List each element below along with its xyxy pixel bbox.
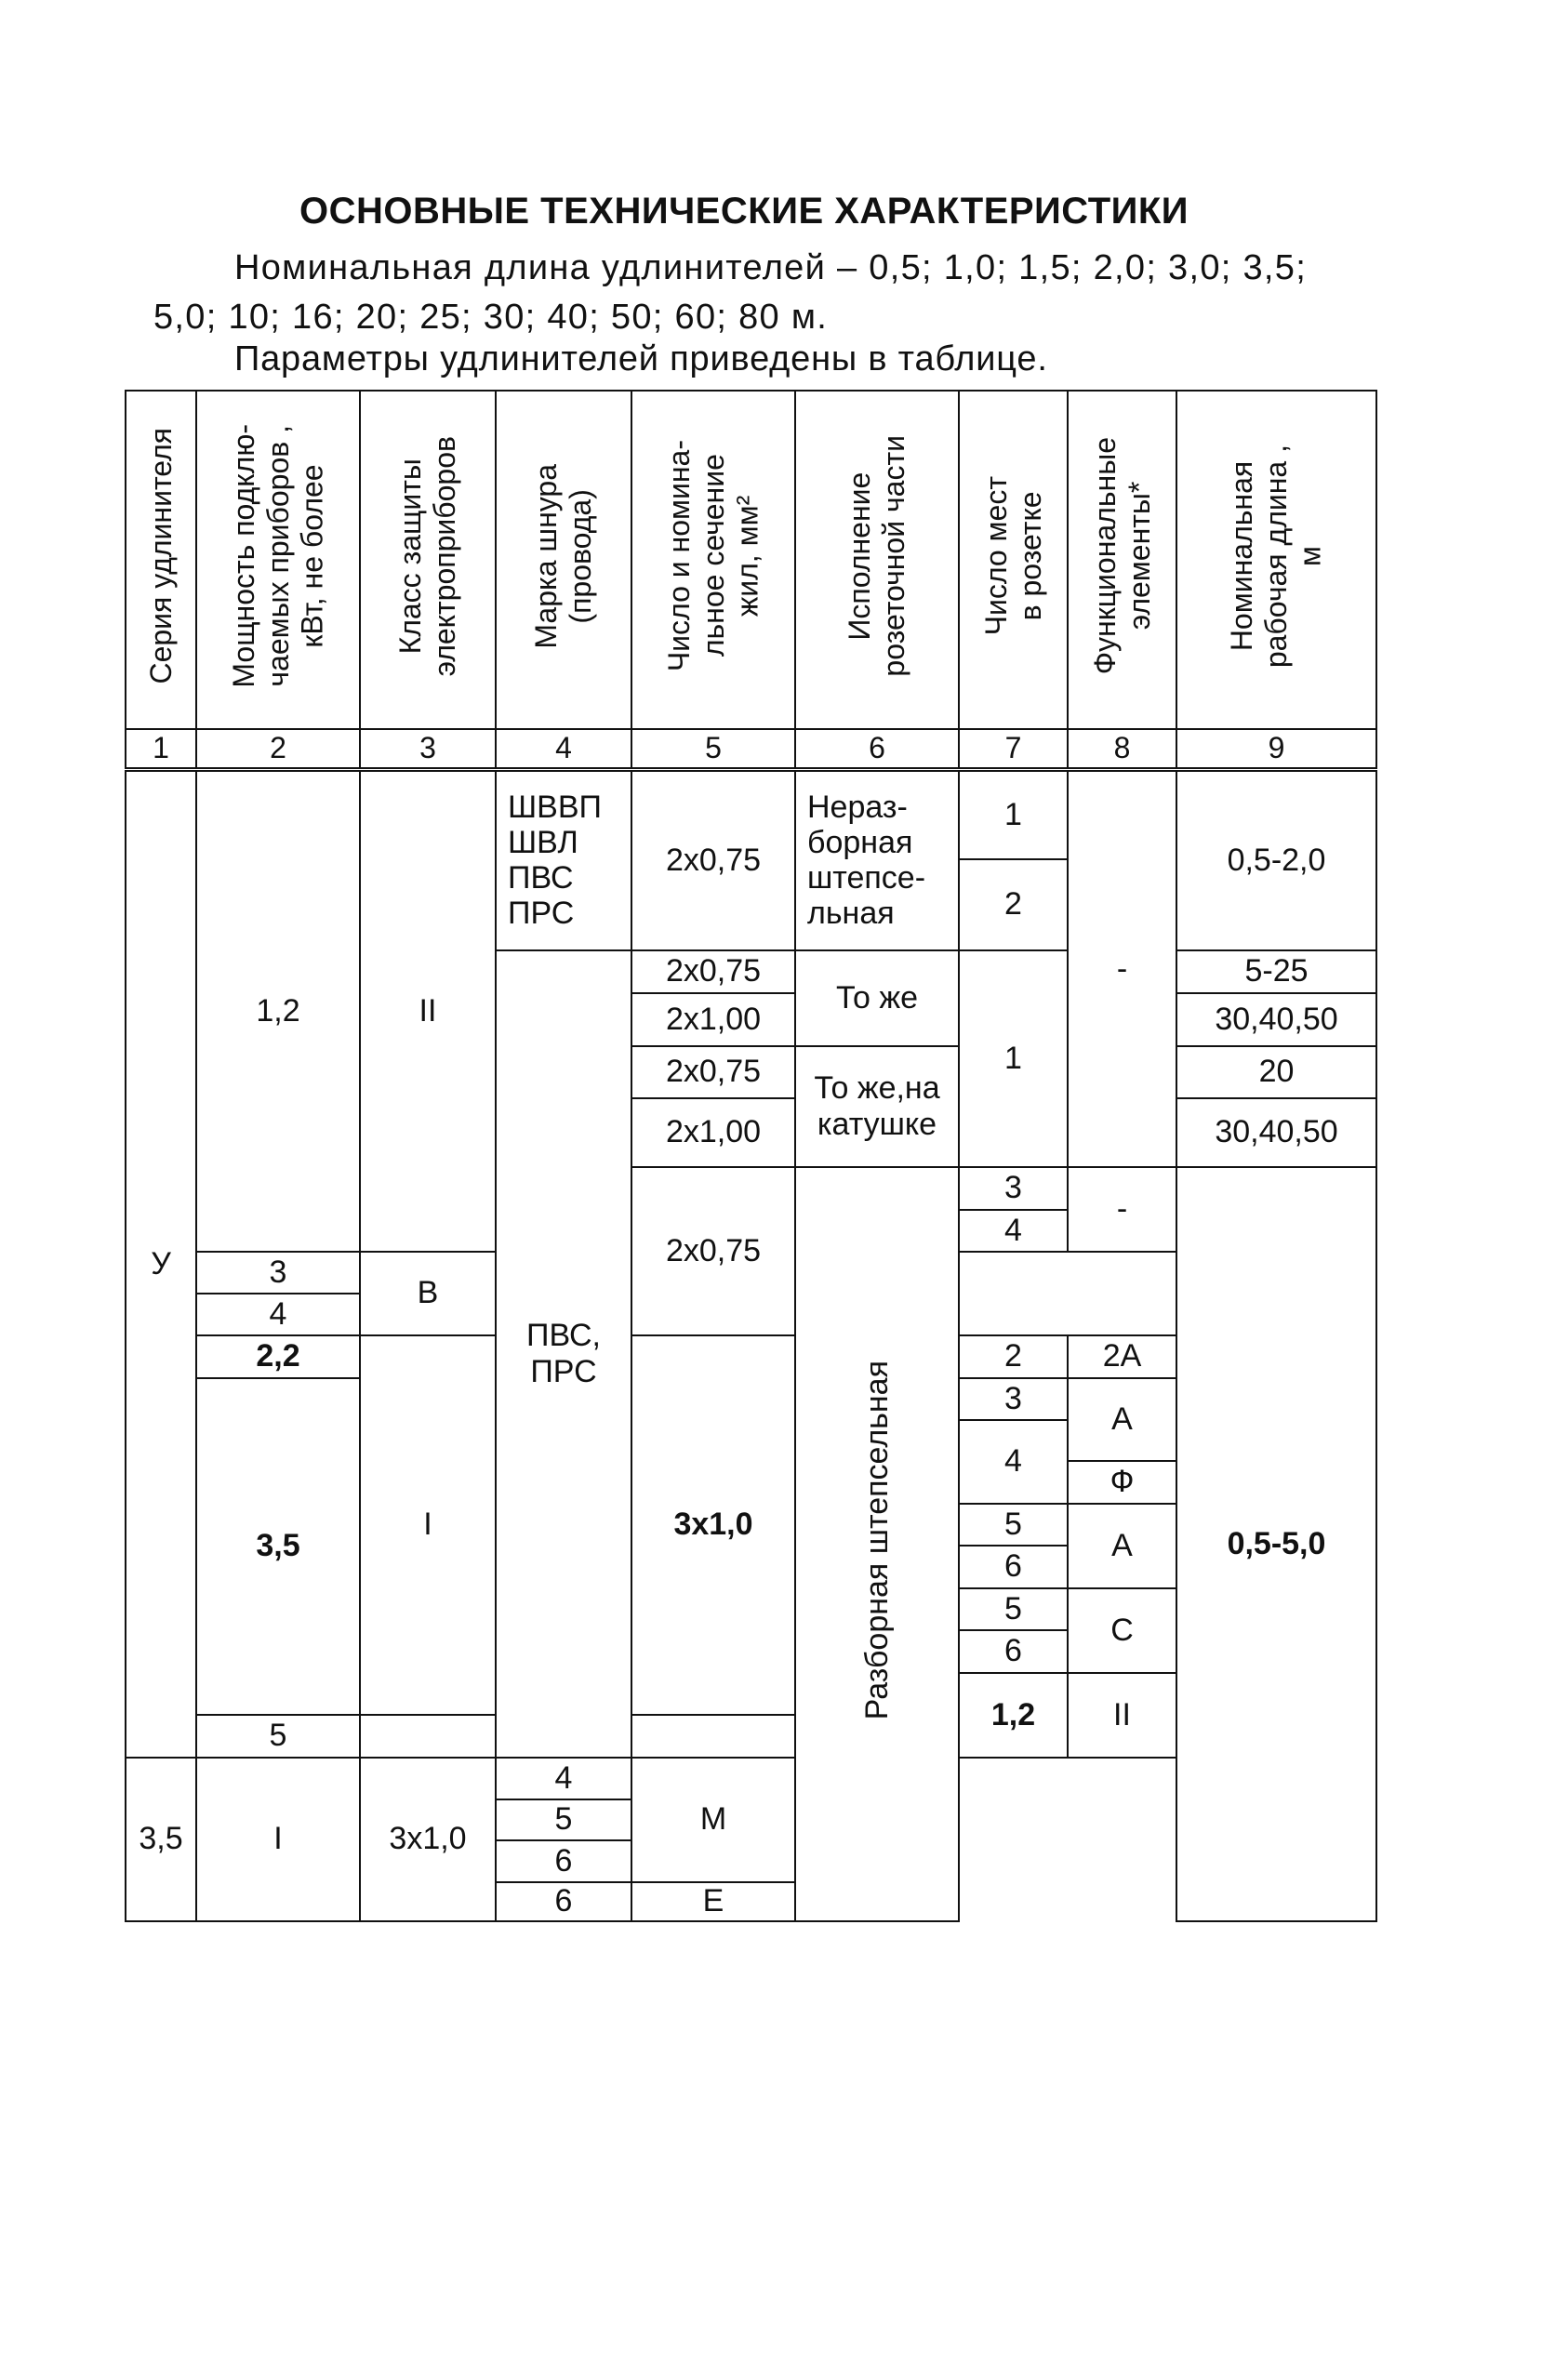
- power-cell: 3,5: [196, 1378, 360, 1715]
- function-cell: С: [1068, 1588, 1176, 1673]
- column-number: 9: [1176, 729, 1376, 770]
- execution-cell: То же,на катушке: [795, 1046, 959, 1167]
- places-cell: 2: [959, 859, 1068, 950]
- function-cell: М: [631, 1758, 795, 1882]
- brand-cell: ПВС, ПРС: [496, 950, 631, 1758]
- length-cell: 0,5-5,0: [1176, 1167, 1376, 1921]
- section-cell: 2х1,00: [631, 1098, 795, 1167]
- section-cell: 2х0,75: [631, 950, 795, 993]
- header-cross-section: Число и номина- льное сечение жил, мм²: [631, 391, 795, 729]
- column-number: 5: [631, 729, 795, 770]
- places-cell: 1: [959, 770, 1068, 859]
- section-cell: 3х1,0: [360, 1758, 496, 1921]
- header-series: Серия удлинителя: [126, 391, 196, 729]
- header-cord-brand: Марка шнура (провода): [496, 391, 631, 729]
- places-cell: 6: [959, 1546, 1068, 1588]
- places-cell: 4: [959, 1420, 1068, 1504]
- execution-cell: То же: [795, 950, 959, 1046]
- places-cell: 3: [959, 1378, 1068, 1420]
- length-cell: 30,40,50: [1176, 1098, 1376, 1167]
- execution-cell: Разборная штепсельная: [795, 1167, 959, 1921]
- section-cell: 2х0,75: [631, 1046, 795, 1098]
- function-cell: А: [1068, 1378, 1176, 1461]
- specifications-table: [125, 390, 1377, 1922]
- header-socket-places: Число мест в розетке: [959, 391, 1068, 729]
- places-cell: 3: [959, 1167, 1068, 1210]
- places-cell: 6: [959, 1630, 1068, 1673]
- places-cell: 5: [496, 1799, 631, 1840]
- column-number: 1: [126, 729, 196, 770]
- column-number: 7: [959, 729, 1068, 770]
- function-cell: 2А: [1068, 1335, 1176, 1378]
- places-cell: 4: [196, 1294, 360, 1335]
- header-power: Мощность подклю- чаемых приборов , кВт, не более: [196, 391, 360, 729]
- class-cell: II: [1068, 1673, 1176, 1758]
- power-cell: 3,5: [126, 1758, 196, 1921]
- function-cell: В: [360, 1252, 496, 1335]
- header-rated-length: Номинальная рабочая длина , м: [1176, 391, 1376, 729]
- length-cell: 0,5-2,0: [1176, 770, 1376, 950]
- section-cell: 2х0,75: [631, 1167, 795, 1335]
- places-cell: 1: [959, 950, 1068, 1167]
- intro-line-1: Номинальная длина удлинителей – 0,5; 1,0; 1,5; 2,0; 3,0; 3,5;: [234, 248, 1308, 287]
- column-number: 2: [196, 729, 360, 770]
- length-cell: 30,40,50: [1176, 993, 1376, 1046]
- function-cell: Е: [631, 1882, 795, 1921]
- power-cell: 1,2: [959, 1673, 1068, 1758]
- places-cell: 5: [959, 1588, 1068, 1630]
- column-number: 3: [360, 729, 496, 770]
- places-cell: 4: [959, 1210, 1068, 1252]
- power-cell: 1,2: [196, 770, 360, 1252]
- column-number: 8: [1068, 729, 1176, 770]
- function-cell: Ф: [1068, 1461, 1176, 1504]
- places-cell: 3: [196, 1252, 360, 1294]
- column-numbers-row: [126, 729, 1376, 770]
- places-cell: 6: [496, 1840, 631, 1882]
- section-cell: 3х1,0: [631, 1335, 795, 1715]
- header-row: [126, 391, 1376, 729]
- class-cell: I: [360, 1335, 496, 1715]
- section-cell: 2х0,75: [631, 770, 795, 950]
- places-cell: 4: [496, 1758, 631, 1799]
- places-cell: 6: [496, 1882, 631, 1921]
- places-cell: 2: [959, 1335, 1068, 1378]
- places-cell: 5: [196, 1715, 360, 1758]
- header-protection-class: Класс защиты электроприборов: [360, 391, 496, 729]
- length-cell: 5-25: [1176, 950, 1376, 993]
- execution-cell: Нераз- борная штепсе- льная: [795, 770, 959, 950]
- power-cell: 2,2: [196, 1335, 360, 1378]
- intro-line-2: 5,0; 10; 16; 20; 25; 30; 40; 50; 60; 80 м.: [153, 298, 829, 337]
- section-cell: 2х1,00: [631, 993, 795, 1046]
- column-number: 4: [496, 729, 631, 770]
- class-cell: I: [196, 1758, 360, 1921]
- brand-cell: ШВВП ШВЛ ПВС ПРС: [496, 770, 631, 950]
- length-cell: 20: [1176, 1046, 1376, 1098]
- intro-line-3: Параметры удлинителей приведены в таблице.: [234, 339, 1048, 378]
- series-cell: У: [126, 770, 196, 1758]
- column-number: 6: [795, 729, 959, 770]
- header-functional-elements: Функциональные элементы*: [1068, 391, 1176, 729]
- function-cell: -: [1068, 1167, 1176, 1252]
- function-cell: -: [1068, 770, 1176, 1167]
- function-cell: А: [1068, 1504, 1176, 1588]
- header-socket-execution: Исполнение розеточной части: [795, 391, 959, 729]
- document-title: ОСНОВНЫЕ ТЕХНИЧЕСКИЕ ХАРАКТЕРИСТИКИ: [299, 191, 1189, 232]
- table-row: [126, 770, 1376, 859]
- places-cell: 5: [959, 1504, 1068, 1546]
- class-cell: II: [360, 770, 496, 1252]
